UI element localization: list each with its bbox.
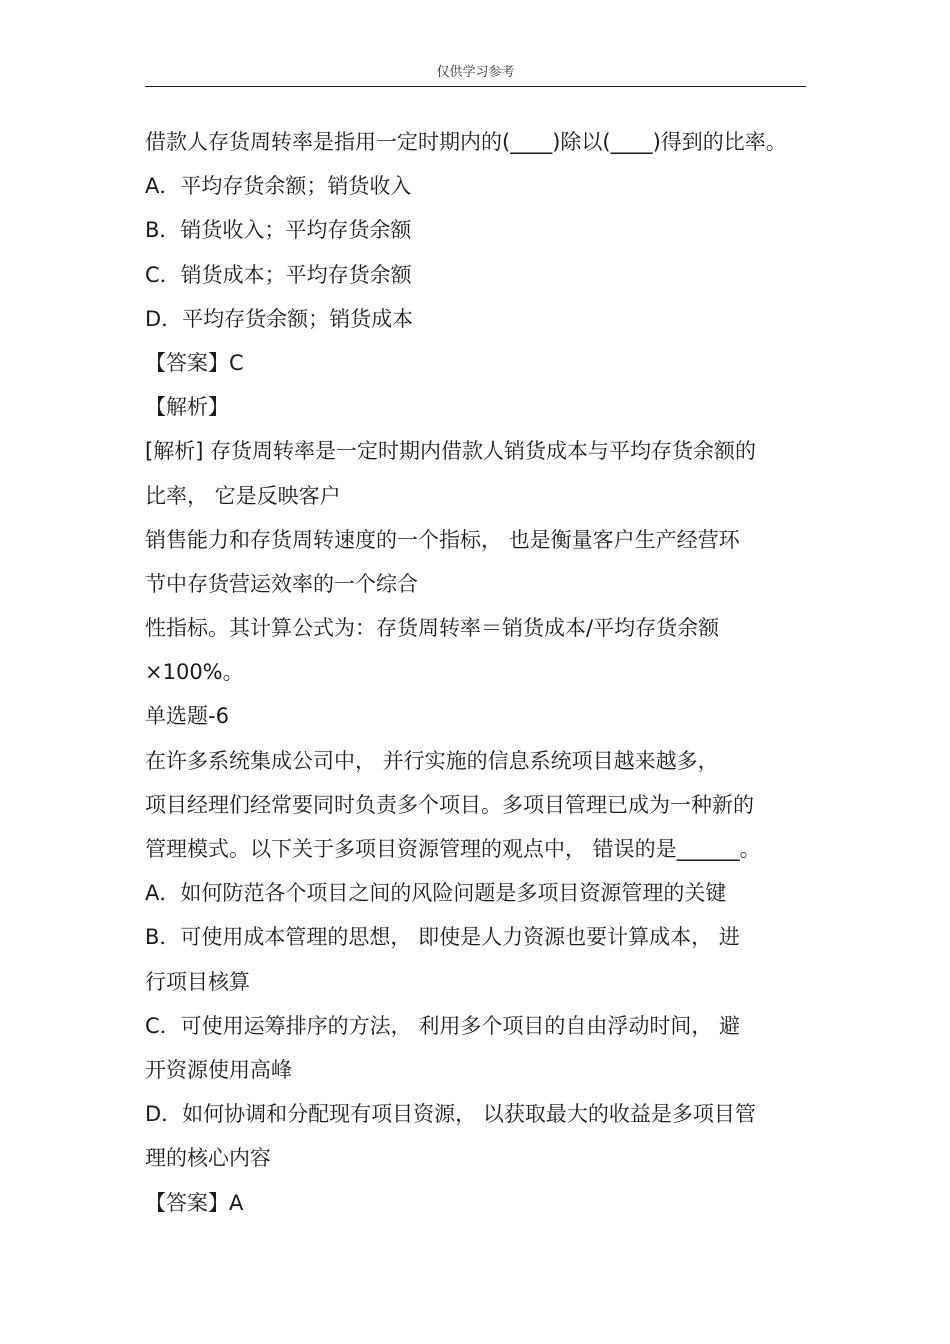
option-d-continued: 理的核心内容 <box>145 1146 271 1171</box>
answer-label: 【答案】C <box>145 350 244 375</box>
option-d: D．平均存货余额；销货成本 <box>145 306 414 331</box>
analysis-text: [解析] 存货周转率是一定时期内借款人销货成本与平均存货余额的 <box>145 439 757 464</box>
option-c: C．销货成本；平均存货余额 <box>145 262 412 287</box>
document-body <box>145 120 806 1225</box>
option-b-continued: 行项目核算 <box>145 969 250 994</box>
page-header: 仅供学习参考 <box>436 65 515 80</box>
option-c-continued: 开资源使用高峰 <box>145 1057 292 1082</box>
question-type-label: 单选题-6 <box>145 704 229 729</box>
option-b: B．销货收入；平均存货余额 <box>145 218 412 243</box>
analysis-text: ×100%。 <box>145 660 244 685</box>
question-stem: 项目经理们经常要同时负责多个项目。多项目管理已成为一种新的 <box>145 792 754 817</box>
question-stem: 借款人存货周转率是指用一定时期内的(____)除以(____)得到的比率。 <box>145 130 787 154</box>
question-stem: 管理模式。以下关于多项目资源管理的观点中， 错误的是______。 <box>145 837 761 861</box>
analysis-text: 比率， 它是反映客户 <box>145 483 341 508</box>
option-a: A．平均存货余额；销货收入 <box>145 174 412 199</box>
question-stem: 在许多系统集成公司中， 并行实施的信息系统项目越来越多， <box>145 748 719 773</box>
option-d: D．如何协调和分配现有项目资源， 以获取最大的收益是多项目管 <box>145 1102 756 1127</box>
answer-label: 【答案】A <box>145 1190 244 1215</box>
option-a: A．如何防范各个项目之间的风险问题是多项目资源管理的关键 <box>145 881 727 906</box>
option-c: C．可使用运筹排序的方法， 利用多个项目的自由浮动时间， 避 <box>145 1013 741 1038</box>
analysis-text: 性指标。其计算公式为：存货周转率＝销货成本/平均存货余额 <box>145 616 720 641</box>
header-divider <box>145 86 806 87</box>
option-b: B．可使用成本管理的思想， 即使是人力资源也要计算成本， 进 <box>145 925 740 950</box>
analysis-text: 销售能力和存货周转速度的一个指标， 也是衡量客户生产经营环 <box>145 527 740 552</box>
analysis-heading: 【解析】 <box>145 395 229 420</box>
analysis-text: 节中存货营运效率的一个综合 <box>145 571 418 596</box>
